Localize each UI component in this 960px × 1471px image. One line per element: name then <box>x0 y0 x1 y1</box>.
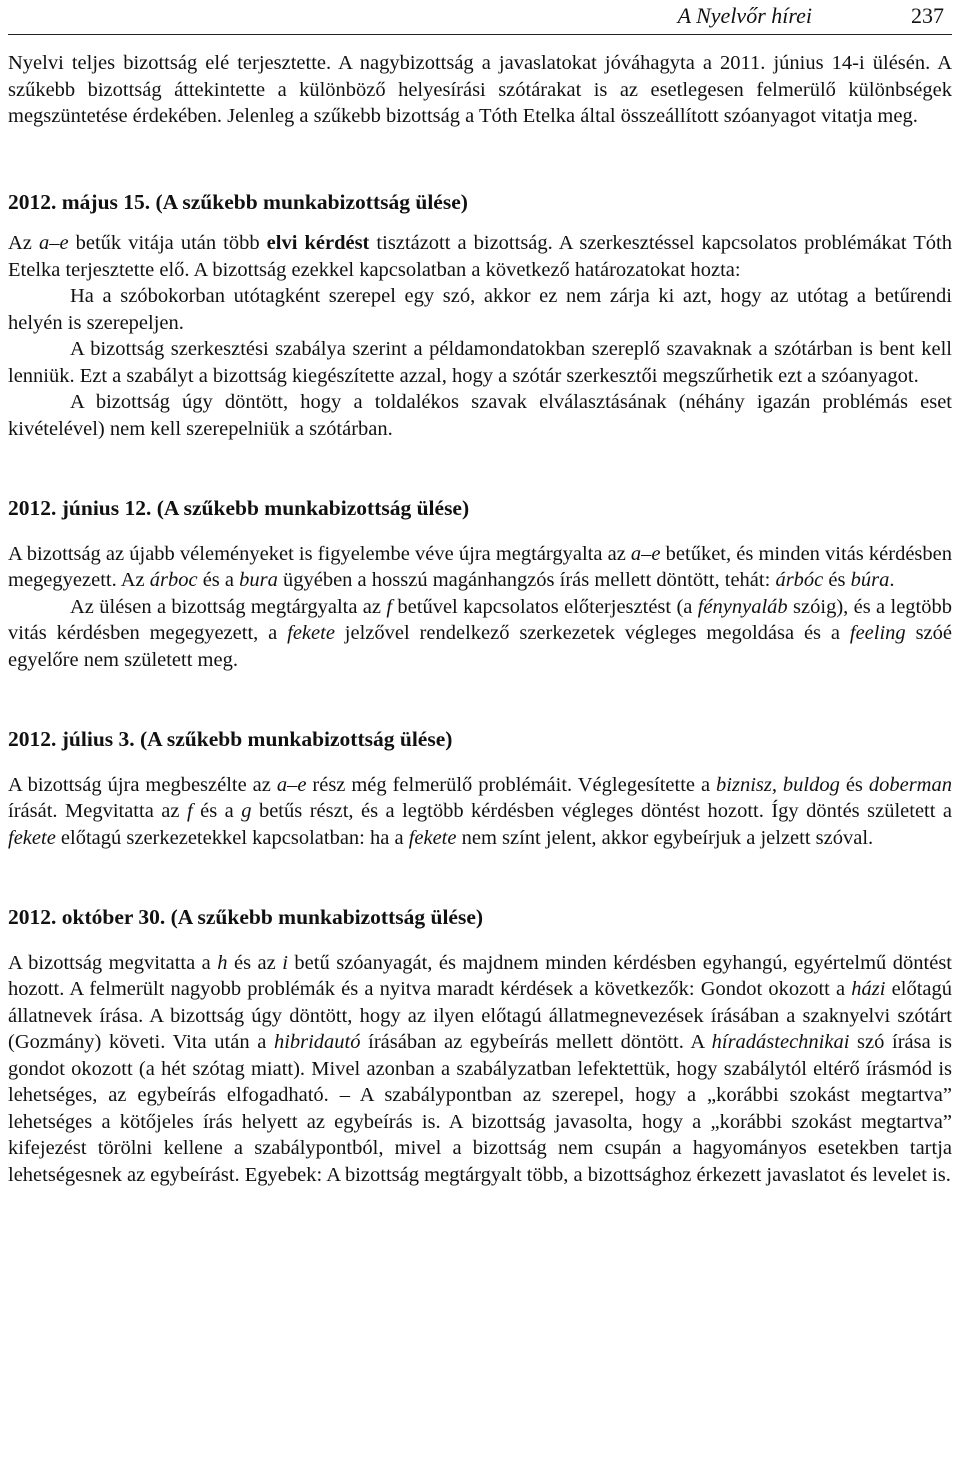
italic-term: doberman <box>868 773 952 796</box>
text-run: A bizottság megvitatta a <box>8 951 218 974</box>
body-paragraph <box>8 772 952 852</box>
body-paragraph <box>8 594 952 674</box>
text-run: és az <box>227 951 283 974</box>
italic-term: házi <box>851 978 886 1000</box>
text-run: betűket, és minden vitás kérdésben megegyezett. Az <box>8 542 953 591</box>
text-run: és a <box>197 569 240 591</box>
text-run: írását. Megvitatta az <box>8 800 187 822</box>
text-run: betű szóanyagát, és majdnem minden kérdésben egyhangú, egyértelmű döntést hozott. A felmerült nagyobb problémák és a nyitva maradt kérdések a következők: Gondot okozott a <box>8 951 952 1000</box>
italic-term: f <box>386 595 393 618</box>
section-heading: 2012. június 12. (A szűkebb munkabizottság ülése) <box>8 496 470 520</box>
text-run: betűk vitája után több <box>68 232 267 254</box>
text-run: és a <box>192 800 242 822</box>
text-run: A bizottság az újabb véleményeket is figyelembe véve újra megtárgyalta az <box>8 542 631 565</box>
text-run: jelzővel rendelkező szerkezetek végleges megoldása és a <box>334 622 850 644</box>
section-heading: 2012. július 3. (A szűkebb munkabizottság ülése) <box>8 727 453 751</box>
text-run: és <box>823 569 851 591</box>
bold-term: elvi kérdést <box>266 232 370 254</box>
body-paragraph <box>8 336 952 389</box>
text-run: szó írása is gondot okozott (a hét szótag miatt). Mivel azonban a szabályzatban lefektettük, hogy szabálytól eltérő írásmód is lehetséges, az egybeírás elfogadható. – A szabálypontban az szerepel, hogy a „korábbi szokást megtartva” lehetséges a kötőjeles írás helyett az egybeírás is. A bizottság javasolta, hogy a „korábbi szokást megtartva” kifejezést törölni kellene a szabálypontból, mivel a bizottság nem csupán a hagyományos esetekben tartja lehetségesnek az egybeírást. Egyebek: A bizottság megtárgyalt több, a bizottsághoz érkezett javaslatot és levelet is. <box>8 1031 952 1186</box>
text-run: rész még felmerülő problémáit. Véglegesítette a <box>306 773 717 796</box>
text-run: . <box>889 569 895 591</box>
text-run: szóig), és a legtöbb vitás kérdésben megegyezett, a <box>8 595 952 644</box>
text-run: Ha a szóbokorban utótagként szerepel egy szó, akkor ez nem zárja ki azt, hogy az utótag a betűrendi helyén is szerepeljen. <box>8 285 952 334</box>
italic-term: árboc <box>149 569 198 591</box>
italic-term: búra <box>850 569 890 591</box>
body-paragraph <box>8 541 952 594</box>
text-run: tisztázott a bizottság. A szerkesztéssel kapcsolatos problémákat Tóth Etelka terjesztette elő. A bizottság ezekkel kapcsolatban a következő határozatokat hozta: <box>8 232 952 281</box>
italic-term: fekete <box>8 826 56 849</box>
italic-term: biznisz, buldog <box>716 773 840 796</box>
text-run: ügyében a hosszú magánhangzós írás mellett döntött, tehát: <box>277 569 776 591</box>
running-header <box>8 0 952 35</box>
text-run: előtagú állatnevek írása. A bizottság úgy döntött, hogy az ilyen előtagú állatmegnevezések írásában a szaknyelvi szótárt (Gozmány) követi. Vita után a <box>8 978 952 1053</box>
text-run: A bizottság szerkesztési szabálya szerint a példamondatokban szereplő szavaknak a szótárban is bent kell lenniük. Ezt a szabályt a bizottság kiegészítette azzal, hogy a szótár szerkesztői megszűrhetik ezt a szóanyagot. <box>8 338 952 387</box>
italic-term: a–e <box>276 773 307 796</box>
body-paragraph <box>8 950 952 1189</box>
italic-term: fekete <box>408 826 457 849</box>
section-heading: 2012. október 30. (A szűkebb munkabizottság ülése) <box>8 905 484 929</box>
page-number: 237 <box>911 3 944 28</box>
italic-term: a–e <box>630 542 661 565</box>
text-run: Nyelvi teljes bizottság elé terjesztette. A nagybizottság a javaslatokat jóváhagyta a 2011. június 14-i ülésén. A szűkebb bizottság áttekintette a különböző helyesírási szótárakat is az esetlegesen felmerülő különbségek megszüntetése érdekében. Jelenleg a szűkebb bizottság a Tóth Etelka által összeállított szóanyagot vitatja meg. <box>8 52 952 127</box>
text-run: A bizottság újra megbeszélte az <box>8 773 277 796</box>
body-paragraph <box>8 389 952 442</box>
text-run: A bizottság úgy döntött, hogy a toldalékos szavak elválasztásának (néhány igazán problémás eset kivételével) nem kell szerepelniük a szótárban. <box>8 391 952 440</box>
italic-term: g <box>241 800 252 822</box>
text-run: írásában az egybeírás mellett döntött. A <box>360 1031 712 1053</box>
italic-term: a–e <box>38 232 69 254</box>
italic-term: fekete <box>287 622 335 644</box>
italic-term: f <box>186 800 193 822</box>
italic-term: feeling <box>849 622 906 644</box>
italic-term: hibridautó <box>273 1031 361 1053</box>
body-paragraph <box>8 283 952 336</box>
document-body <box>8 50 952 1188</box>
italic-term: bura <box>239 569 278 591</box>
text-run: nem színt jelent, akkor egybeírjuk a jelzett szóval. <box>456 826 874 849</box>
intro-paragraph <box>8 50 952 130</box>
text-run: szóé egyelőre nem született meg. <box>8 622 952 671</box>
section-heading: 2012. május 15. (A szűkebb munkabizottság ülése) <box>8 189 468 214</box>
italic-term: árbóc <box>775 569 824 591</box>
text-run: Az ülésen a bizottság megtárgyalta az <box>70 595 387 618</box>
text-run: betűs részt, és a legtöbb kérdésben végleges döntést hozott. Így döntés született a <box>251 800 952 822</box>
italic-term: híradástechnikai <box>711 1031 850 1053</box>
text-run: és <box>839 773 869 796</box>
body-paragraph <box>8 230 952 283</box>
italic-term: i <box>282 951 288 974</box>
italic-term: fénynyaláb <box>697 595 788 618</box>
journal-title: A Nyelvőr hírei <box>677 3 812 28</box>
text-run: betűvel kapcsolatos előterjesztést (a <box>392 595 698 618</box>
text-run: előtagú szerkezetekkel kapcsolatban: ha a <box>55 826 409 849</box>
italic-term: h <box>217 951 228 974</box>
text-run: Az <box>8 232 39 254</box>
